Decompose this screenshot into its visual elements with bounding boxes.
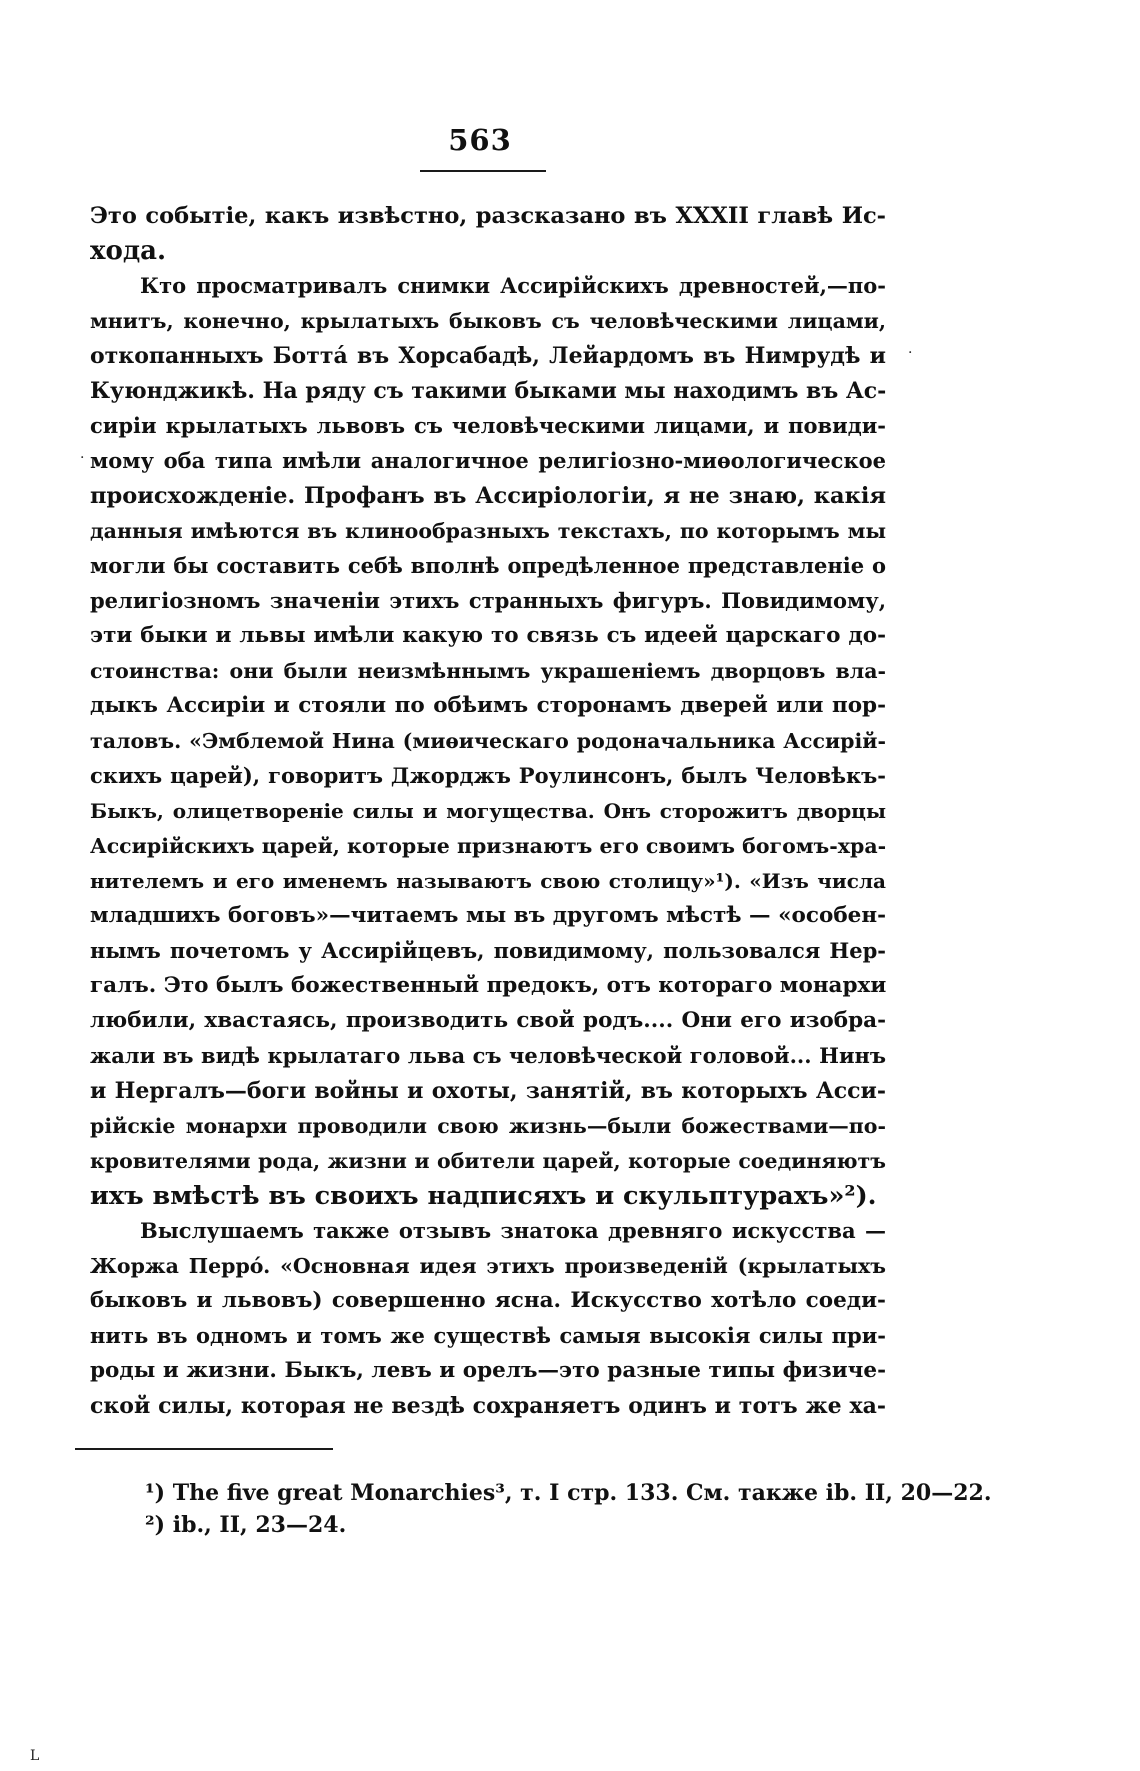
text-line: младшихъ боговъ»—читаемъ мы въ другомъ мѣстѣ — «особен- — [90, 903, 886, 928]
text-line: Ассирійскихъ царей, которые признаютъ его своимъ богомъ-хра- — [90, 834, 886, 858]
text-line: и Нергалъ—боги войны и охоты, занятій, въ которыхъ Асси- — [90, 1078, 886, 1104]
footnote-2 — [145, 1510, 346, 1540]
margin-mark: · — [908, 345, 913, 361]
footnote-marker: ²) — [145, 1512, 166, 1538]
page-number: 563 — [448, 123, 512, 157]
footnote-marker: ¹) — [145, 1480, 166, 1506]
text-line: ской силы, которая не вездѣ сохраняетъ одинъ и тотъ же ха- — [90, 1393, 886, 1419]
text-line: происхожденіе. Профанъ въ Ассиріологіи, я не знаю, какія — [90, 483, 886, 509]
text-line: религіозномъ значеніи этихъ странныхъ фигуръ. Повидимому, — [90, 588, 886, 613]
page-number-rule — [420, 170, 546, 172]
text-line: кровителями рода, жизни и обители царей, которые соединяютъ — [90, 1149, 886, 1173]
text-line: нить въ одномъ и томъ же существѣ самыя высокія силы при- — [90, 1323, 886, 1348]
text-line: нителемъ и его именемъ называютъ свою столицу»¹). «Изъ числа — [90, 869, 886, 893]
margin-mark: L — [30, 1748, 40, 1764]
footnote-rule — [75, 1448, 333, 1450]
text-line: галъ. Это былъ божественный предокъ, отъ котораго монархи — [90, 973, 886, 998]
text-line: стоинства: они были неизмѣннымъ украшеніемъ дворцовъ вла- — [90, 659, 886, 683]
margin-mark: · — [80, 450, 85, 466]
text-line: могли бы составить себѣ вполнѣ опредѣленное представленіе о — [90, 553, 886, 578]
text-line: нымъ почетомъ у Ассирійцевъ, повидимому, пользовался Нер- — [90, 938, 886, 963]
text-line: сиріи крылатыхъ львовъ съ человѣческими лицами, и повиди- — [90, 413, 886, 438]
text-line: хода. — [90, 236, 167, 266]
text-line: ихъ вмѣстѣ въ своихъ надписяхъ и скульптурахъ»²). — [90, 1181, 877, 1211]
text-line: Выслушаемъ также отзывъ знатока древняго искусства — — [140, 1218, 886, 1243]
text-line: эти быки и львы имѣли какую то связь съ идеей царскаго до- — [90, 623, 886, 648]
text-line: таловъ. «Эмблемой Нина (миѳическаго родоначальника Ассирій- — [90, 729, 886, 753]
text-line: рійскіе монархи проводили свою жизнь—были божествами—по- — [90, 1114, 886, 1138]
text-line: Это событіе, какъ извѣстно, разсказано въ XXXII главѣ Ис- — [90, 203, 886, 229]
text-line: Быкъ, олицетвореніе силы и могущества. Онъ сторожитъ дворцы — [90, 799, 886, 823]
text-line: дыкъ Ассиріи и стояли по обѣимъ сторонамъ дверей или пор- — [90, 693, 886, 718]
footnote-text: The five great Monarchies³, т. I стр. 133. См. также ib. II, 20—22. — [172, 1480, 992, 1506]
text-line: быковъ и львовъ) совершенно ясна. Искусство хотѣло соеди- — [90, 1288, 886, 1313]
text-line: данныя имѣются въ клинообразныхъ текстахъ, по которымъ мы — [90, 519, 886, 543]
text-line: скихъ царей), говоритъ Джорджъ Роулинсонъ, былъ Человѣкъ- — [90, 763, 886, 788]
text-line: откопанныхъ Боттá въ Хорсабадѣ, Лейардомъ въ Нимрудѣ и — [90, 343, 886, 369]
footnote-1 — [145, 1478, 991, 1508]
footnote-text: ib., II, 23—24. — [172, 1512, 347, 1538]
text-line: мнитъ, конечно, крылатыхъ быковъ съ человѣческими лицами, — [90, 309, 886, 333]
text-line: Куюнджикѣ. На ряду съ такими быками мы находимъ въ Ас- — [90, 378, 886, 404]
text-line: жали въ видѣ крылатаго льва съ человѣческой головой... Нинъ — [90, 1043, 886, 1068]
text-line: Кто просматривалъ снимки Ассирійскихъ древностей,—по- — [140, 273, 886, 298]
text-line: роды и жизни. Быкъ, левъ и орелъ—это разные типы физиче- — [90, 1358, 886, 1383]
text-line: любили, хвастаясь, производить свой родъ.... Они его изобра- — [90, 1008, 886, 1033]
text-line: мому оба типа имѣли аналогичное религіозно-миѳологическое — [90, 448, 886, 473]
text-line: Жоржа Перрó. «Основная идея этихъ произведеній (крылатыхъ — [90, 1254, 886, 1278]
